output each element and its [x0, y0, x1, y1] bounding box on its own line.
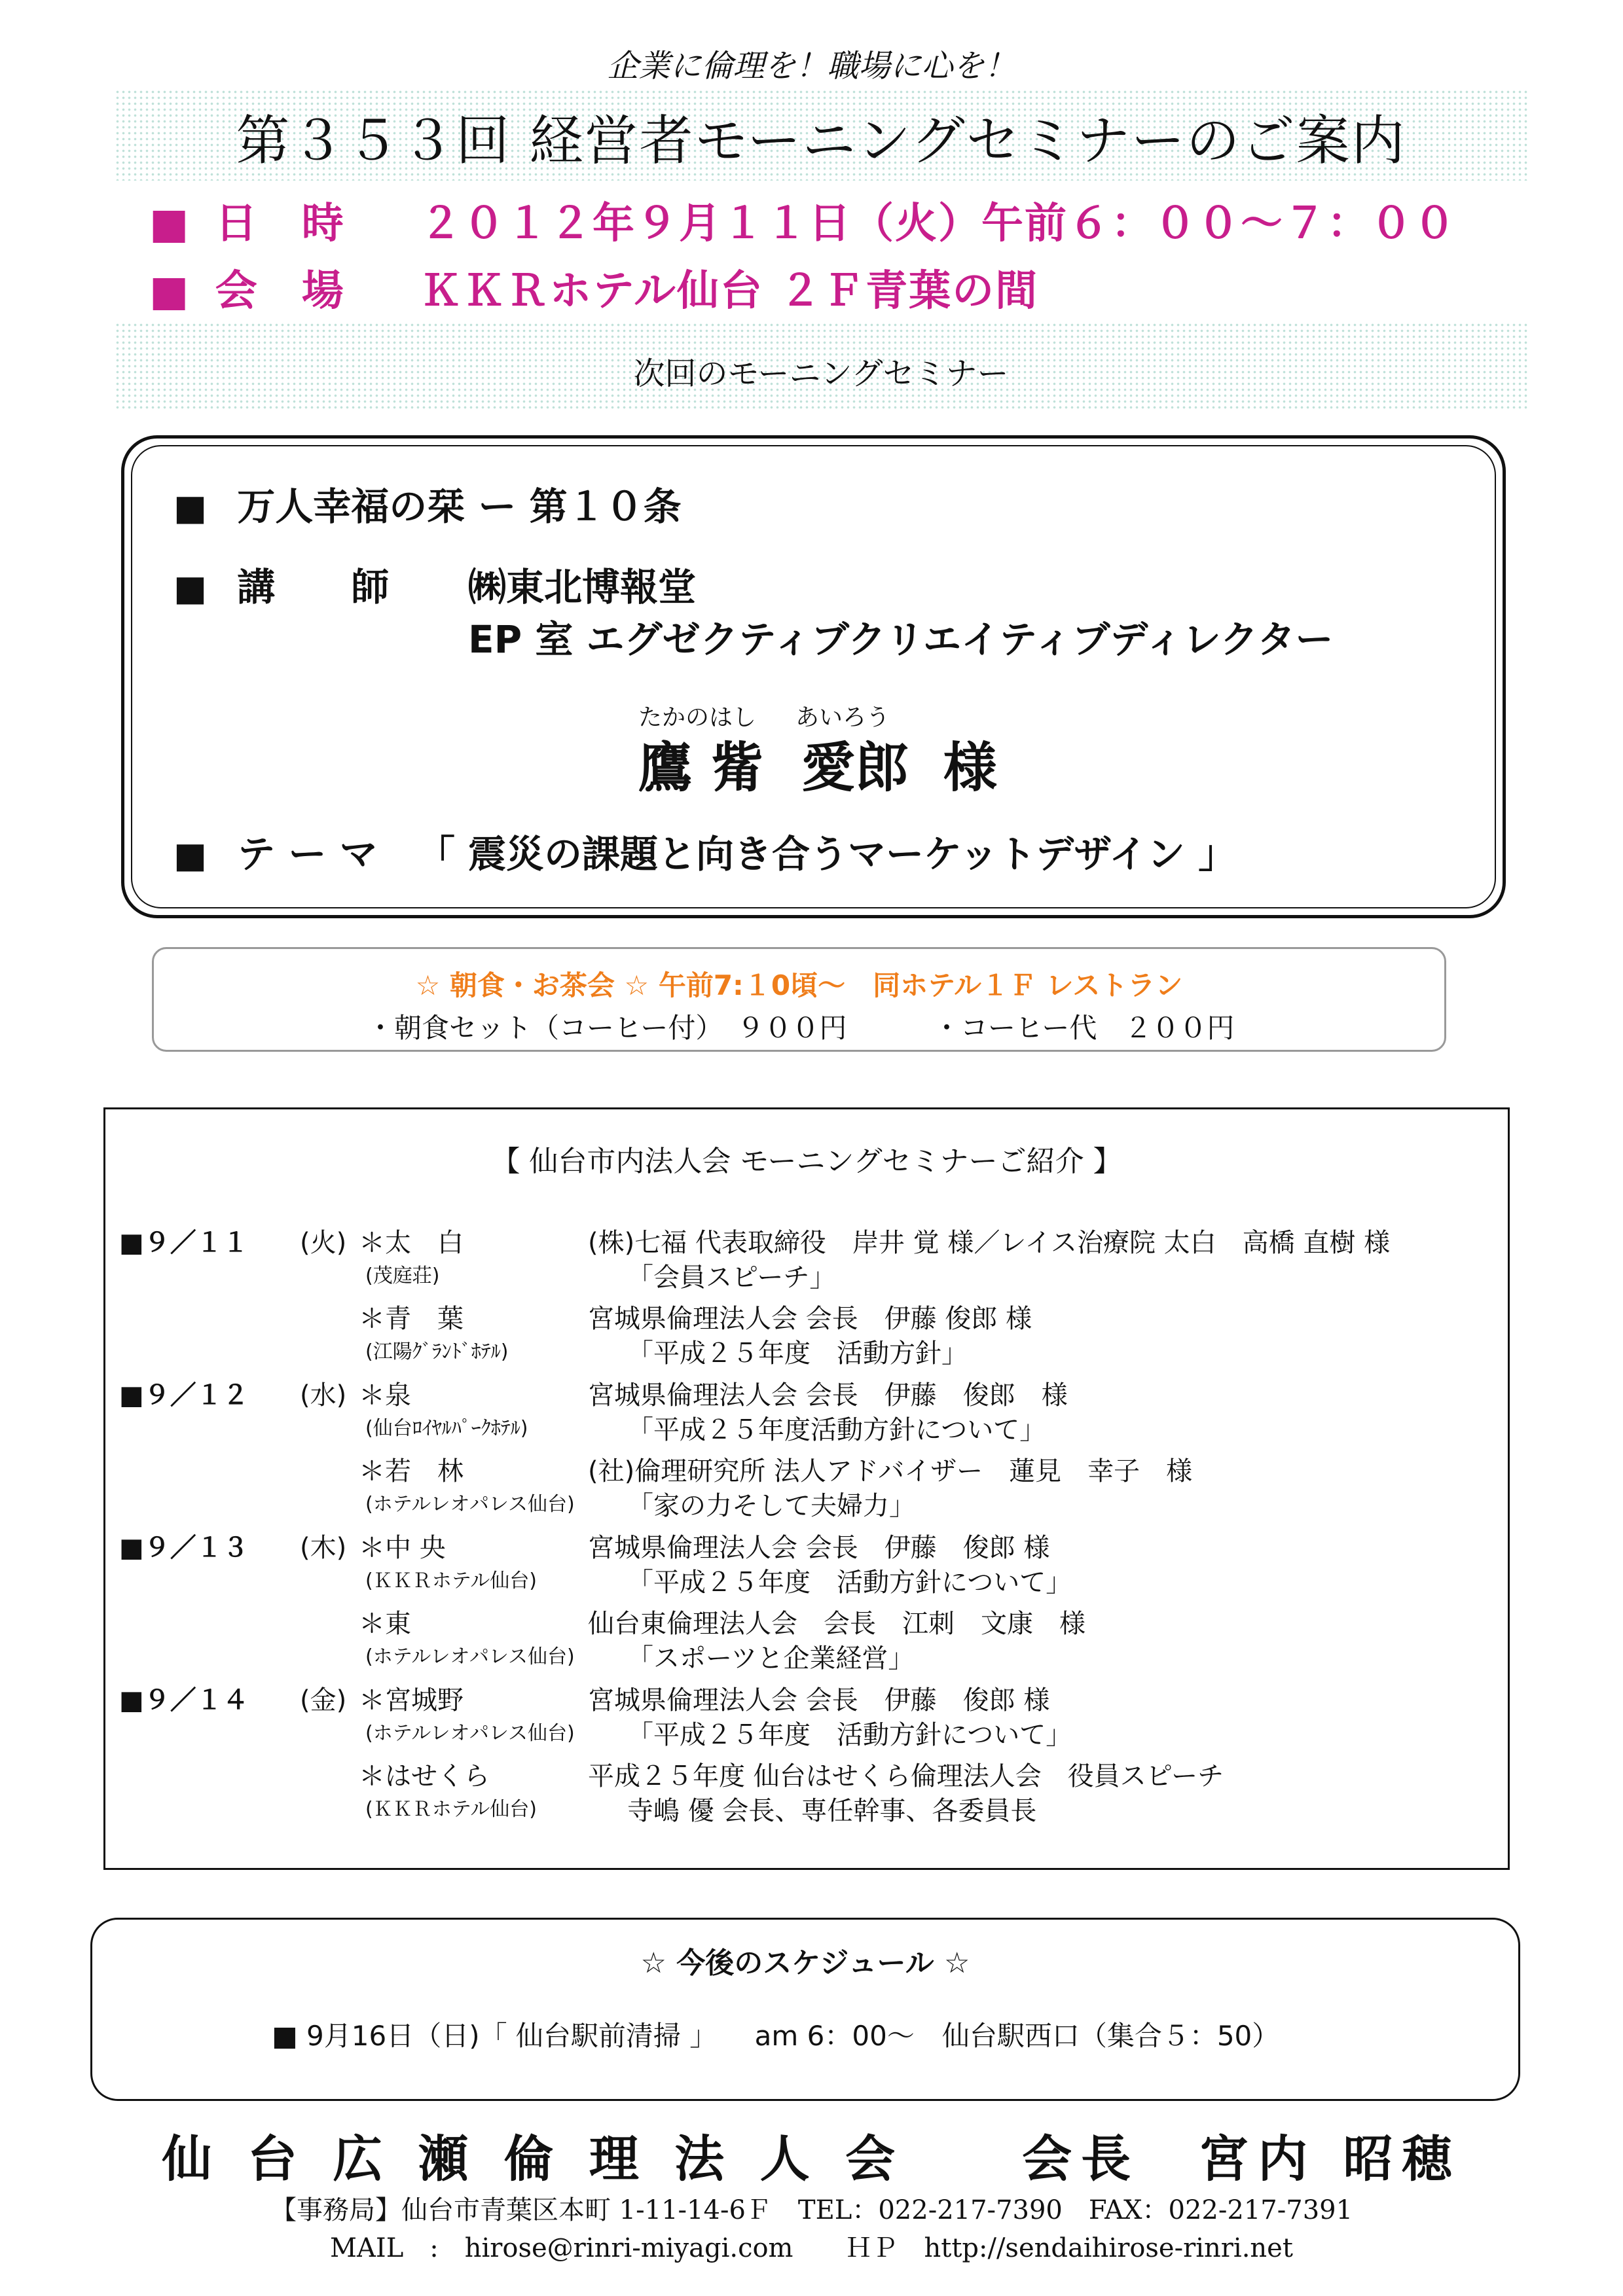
row-place: (ホテルレオパレス仙台)	[365, 1645, 575, 1668]
row-club: ＊宮城野	[359, 1685, 464, 1715]
row-day: (金)	[300, 1685, 347, 1715]
row-club: ＊中 央	[359, 1533, 446, 1563]
row-day: (水)	[300, 1380, 347, 1410]
row-place: (ＫＫＲホテル仙台)	[365, 1570, 537, 1592]
row-place: (ＫＫＲホテル仙台)	[365, 1798, 537, 1821]
row-topic: 「平成２５年度 活動方針について」	[627, 1720, 1072, 1750]
theme-text: 「 震災の課題と向き合うマーケットデザイン 」	[416, 832, 1237, 876]
venue-line	[149, 257, 1038, 317]
row-day: (木)	[300, 1533, 347, 1563]
square-bullet-icon: ■	[149, 200, 191, 248]
intro-title: 【 仙台市内法人会 モーニングセミナーご紹介 】	[491, 1145, 1122, 1178]
theme-line	[173, 823, 1236, 878]
lecturer-honorific: 様	[943, 737, 997, 799]
row-topic: 寺嶋 優 会長、専任幹事、各委員長	[627, 1796, 1037, 1826]
organization-name: 仙 台 広 瀬 倫 理 法 人 会 会長 宮内 昭穂	[162, 2130, 1461, 2188]
tagline: 企業に倫理を！職場に心を！	[607, 48, 1016, 84]
theme-label: テ ー マ	[237, 832, 378, 876]
row-place: (仙台ﾛｲﾔﾙﾊﾟｰｸﾎﾃﾙ)	[365, 1417, 528, 1440]
lecturer-label: 講 師	[237, 565, 390, 609]
row-place: (ホテルレオパレス仙台)	[365, 1722, 575, 1745]
row-speaker: 宮城県倫理法人会 会長 伊藤 俊郎 様	[588, 1304, 1032, 1334]
row-place: (ホテルレオパレス仙台)	[365, 1493, 575, 1516]
lecturer-family-name: 鷹 觜	[638, 737, 765, 799]
rule-text: 万人幸福の栞 ー 第１０条	[237, 484, 682, 529]
row-speaker: 平成２５年度 仙台はせくら倫理法人会 役員スピーチ	[588, 1761, 1224, 1791]
row-date: ■９／１２	[119, 1380, 249, 1410]
row-speaker: 宮城県倫理法人会 会長 伊藤 俊郎 様	[588, 1685, 1050, 1715]
breakfast-headline: ☆ 朝食・お茶会 ☆ 午前7:１0頃～ 同ホテル１Ｆ レストラン	[415, 969, 1183, 1001]
square-bullet-icon: ■	[173, 834, 208, 876]
row-date: ■９／１１	[119, 1228, 249, 1258]
schedule-title: ☆ 今後のスケジュール ☆	[640, 1946, 970, 1980]
row-club: ＊東	[359, 1609, 411, 1639]
row-day: (火)	[300, 1228, 347, 1258]
lecturer-company: ㈱東北博報堂	[468, 565, 697, 609]
contact-info: MAIL : hirose@rinri-miyagi.com ＨＰ http://sendaihirose-rinri.net	[330, 2233, 1293, 2263]
row-place: (江陽ｸﾞﾗﾝﾄﾞﾎﾃﾙ)	[365, 1340, 509, 1363]
row-topic: 「スポーツと企業経営」	[627, 1643, 915, 1674]
schedule-item-time: am 6：00～ 仙台駅西口（集合５：50）	[754, 2020, 1280, 2052]
coffee-price: ・コーヒー代 ２００円	[933, 1012, 1235, 1044]
venue-label: 会 場	[215, 267, 345, 315]
square-bullet-icon: ■	[173, 487, 208, 528]
row-club: ＊若 林	[359, 1456, 464, 1486]
row-speaker: 宮城県倫理法人会 会長 伊藤 俊郎 様	[588, 1533, 1050, 1563]
lecturer-name	[638, 725, 997, 802]
square-bullet-icon: ■	[173, 567, 208, 609]
row-place: (茂庭荘)	[365, 1265, 440, 1287]
row-club: ＊青 葉	[359, 1304, 464, 1334]
row-topic: 「平成２５年度活動方針について」	[627, 1415, 1046, 1445]
lecturer-given-name: 愛郎	[801, 737, 909, 799]
page-title: 第３５３回 経営者モーニングセミナーのご案内	[236, 110, 1406, 172]
row-topic: 「平成２５年度 活動方針について」	[627, 1568, 1072, 1598]
row-speaker: (株)七福 代表取締役 岸井 覚 様／レイス治療院 太白 高橋 直樹 様	[588, 1228, 1391, 1258]
row-topic: 「会員スピーチ」	[627, 1263, 836, 1293]
row-date: ■９／１３	[119, 1533, 249, 1563]
row-speaker: 宮城県倫理法人会 会長 伊藤 俊郎 様	[588, 1380, 1068, 1410]
datetime-label: 日 時	[215, 200, 345, 248]
next-seminar-heading: 次回のモーニングセミナー	[633, 355, 1009, 392]
rule-line	[173, 476, 682, 531]
datetime-value: ２０１２年９月１１日（火）午前６：００～７：００	[420, 200, 1457, 248]
name-ruby-given: あいろう	[795, 704, 890, 731]
row-club: ＊泉	[359, 1380, 411, 1410]
schedule-item	[272, 2015, 1279, 2054]
breakfast-set-price: ・朝食セット（コーヒー付） ９００円	[367, 1012, 847, 1044]
name-ruby-family: たかのはし	[638, 704, 757, 731]
row-topic: 「平成２５年度 活動方針」	[627, 1338, 968, 1369]
row-topic: 「家の力そして夫婦力」	[627, 1491, 915, 1521]
datetime-line	[149, 190, 1457, 250]
lecturer-line	[173, 556, 389, 611]
row-club: ＊はせくら	[359, 1761, 490, 1791]
row-speaker: 仙台東倫理法人会 会長 江刺 文康 様	[588, 1609, 1085, 1639]
row-club: ＊太 白	[359, 1228, 464, 1258]
schedule-item-date: ■ 9月16日（日)「 仙台駅前清掃 」	[272, 2020, 718, 2052]
venue-value: ＫＫＲホテル仙台 ２Ｆ青葉の間	[420, 267, 1039, 315]
square-bullet-icon: ■	[149, 267, 191, 315]
row-speaker: (社)倫理研究所 法人アドバイザー 蓮見 幸子 様	[588, 1456, 1193, 1486]
row-date: ■９／１４	[119, 1685, 249, 1715]
office-address: 【事務局】仙台市青葉区本町 1-11-14-6Ｆ TEL：022-217-7390 FAX：022-217-7391	[270, 2195, 1353, 2225]
lecturer-position: EP 室 エグゼクティブクリエイティブディレクター	[468, 617, 1334, 662]
